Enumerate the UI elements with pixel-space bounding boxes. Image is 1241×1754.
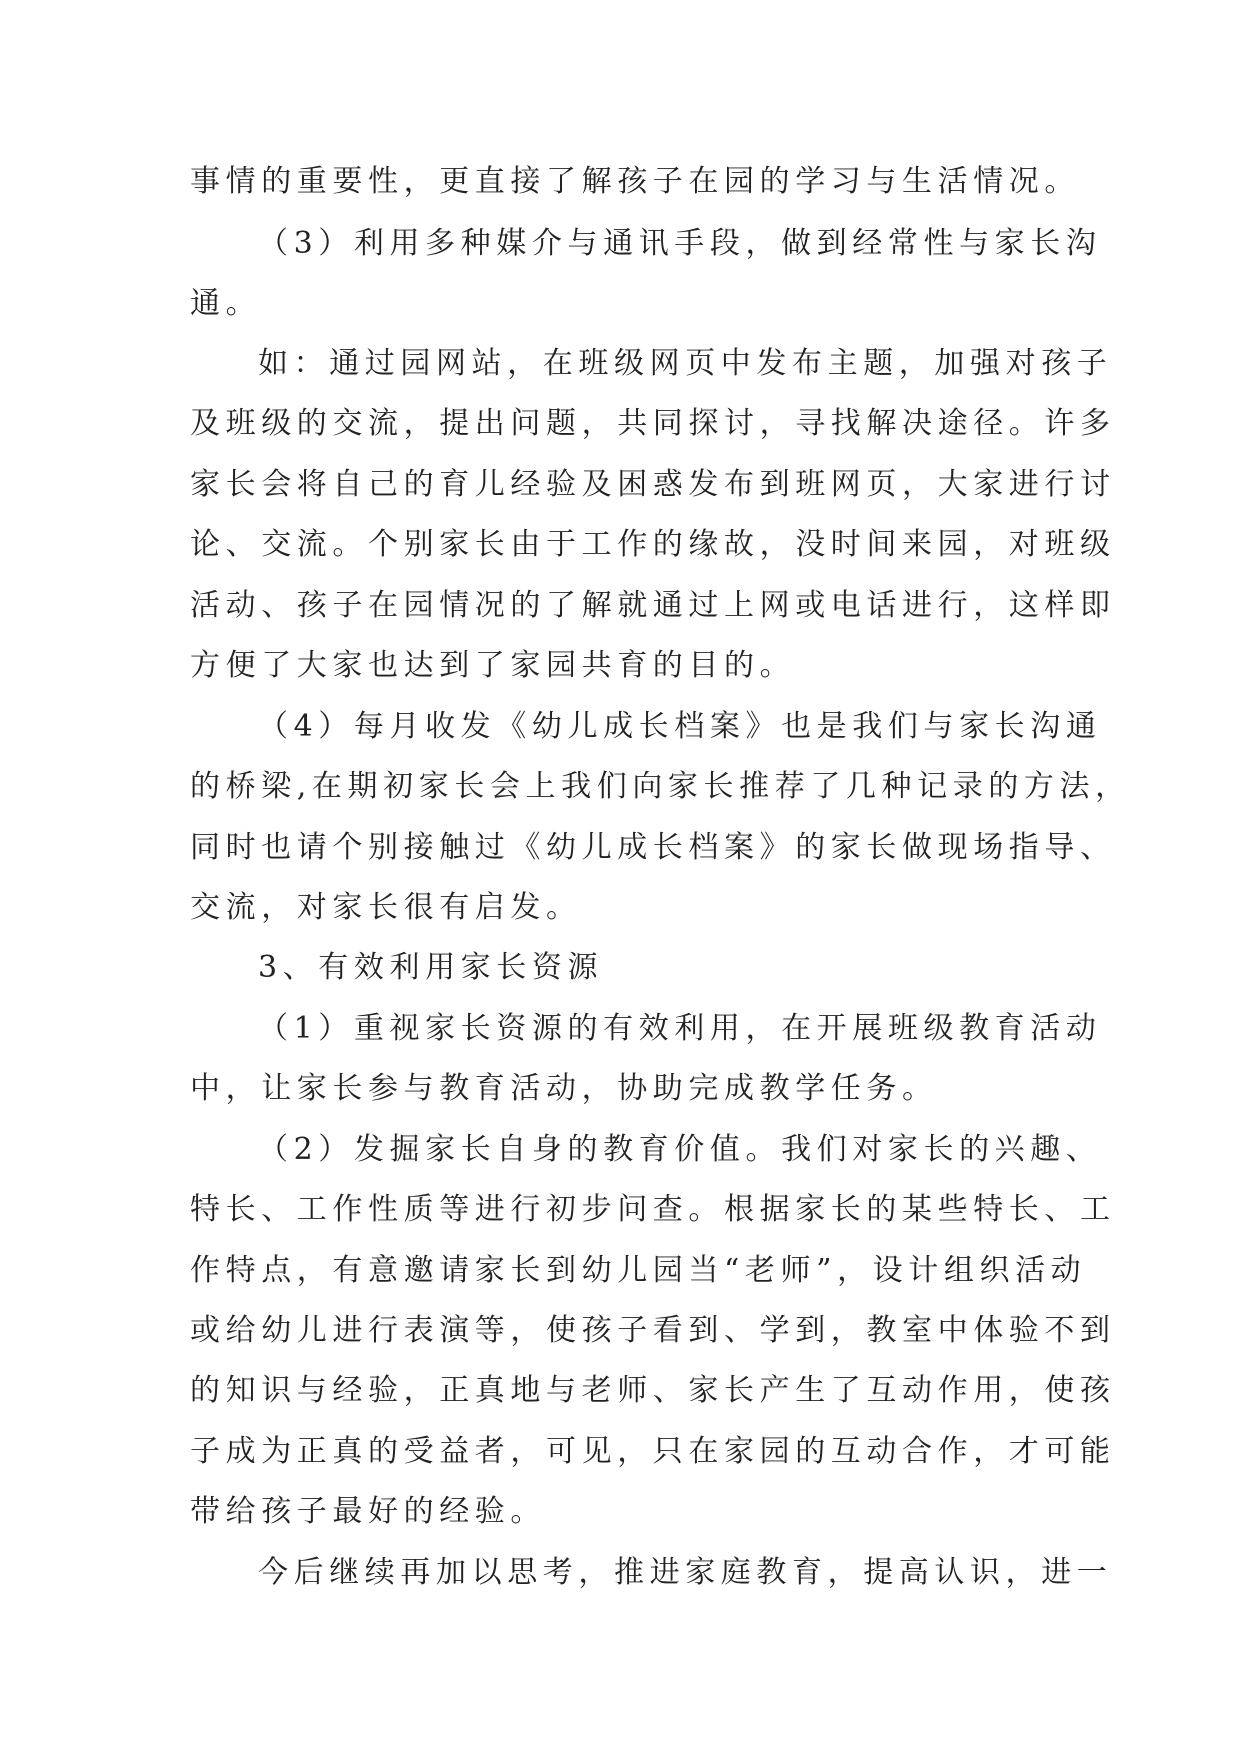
text-line: 的桥梁,在期初家长会上我们向家长推荐了几种记录的方法， xyxy=(190,769,1131,804)
text-line: 作特点，有意邀请家长到幼儿园当“老师”，设计组织活动 xyxy=(190,1253,1087,1288)
text-line: 通。 xyxy=(190,286,262,321)
text-line: （4）每月收发《幼儿成长档案》也是我们与家长沟通 xyxy=(258,709,1102,744)
text-line: （3）利用多种媒介与通讯手段，做到经常性与家长沟 xyxy=(258,226,1102,261)
section-heading: 3、有效利用家长资源 xyxy=(258,950,604,985)
text-line: 带给孩子最好的经验。 xyxy=(190,1494,546,1529)
text-line: （2）发掘家长自身的教育价值。我们对家长的兴趣、 xyxy=(258,1132,1102,1167)
text-line: 活动、孩子在园情况的了解就通过上网或电话进行，这样即 xyxy=(190,588,1116,623)
text-line: 交流，对家长很有启发。 xyxy=(190,890,582,925)
text-line: 方便了大家也达到了家园共育的目的。 xyxy=(190,648,796,683)
text-line: 同时也请个别接触过《幼儿成长档案》的家长做现场指导、 xyxy=(190,830,1116,865)
text-line: 事情的重要性，更直接了解孩子在园的学习与生活情况。 xyxy=(190,164,1080,199)
text-line: 如：通过园网站，在班级网页中发布主题，加强对孩子 xyxy=(258,346,1113,381)
text-line: 论、交流。个别家长由于工作的缘故，没时间来园，对班级 xyxy=(190,527,1116,562)
text-line: （1）重视家长资源的有效利用，在开展班级教育活动 xyxy=(258,1011,1102,1046)
text-line: 今后继续再加以思考，推进家庭教育，提高认识，进一 xyxy=(258,1555,1113,1590)
text-line: 家长会将自己的育儿经验及困惑发布到班网页，大家进行讨 xyxy=(190,467,1116,502)
text-line: 或给幼儿进行表演等，使孩子看到、学到，教室中体验不到 xyxy=(190,1313,1116,1348)
text-line: 特长、工作性质等进行初步问查。根据家长的某些特长、工 xyxy=(190,1192,1116,1227)
text-line: 中，让家长参与教育活动，协助完成教学任务。 xyxy=(190,1071,938,1106)
text-line: 子成为正真的受益者，可见，只在家园的互动合作，才可能 xyxy=(190,1434,1116,1469)
text-line: 及班级的交流，提出问题，共同探讨，寻找解决途径。许多 xyxy=(190,406,1116,441)
text-line: 的知识与经验，正真地与老师、家长产生了互动作用，使孩 xyxy=(190,1373,1116,1408)
